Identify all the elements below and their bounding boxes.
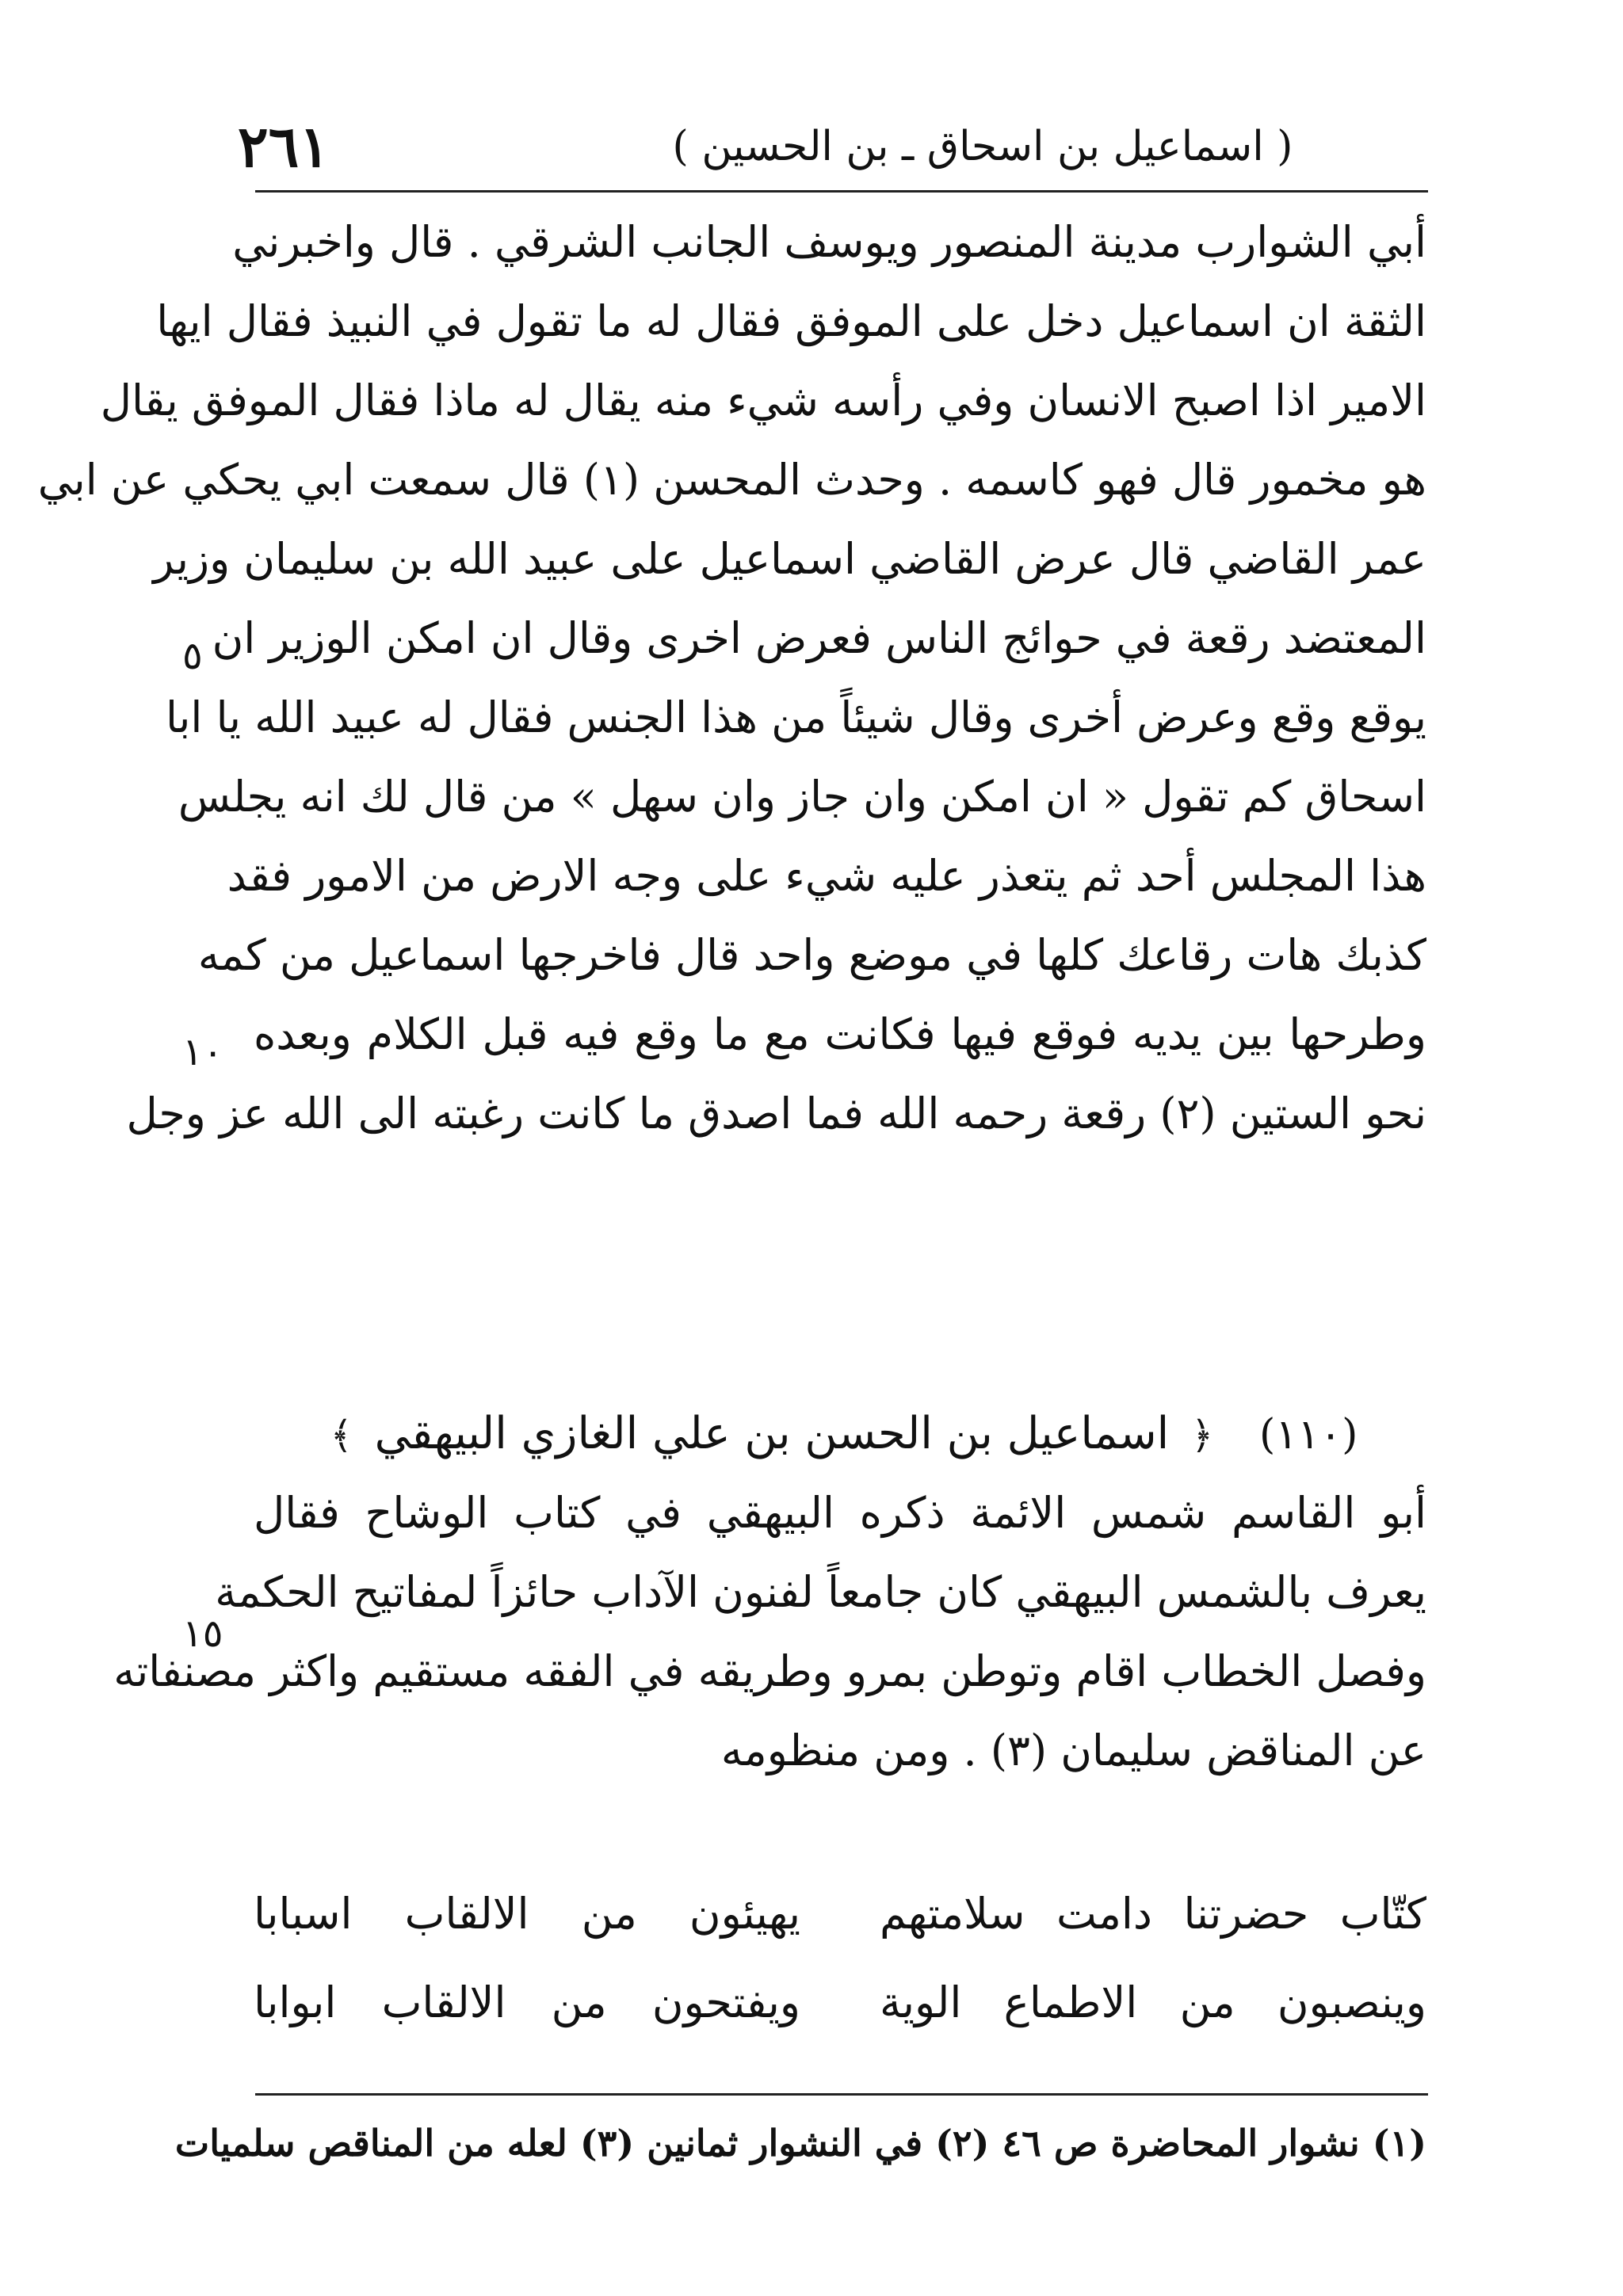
text-line: هو مخمور قال فهو كاسمه . وحدث المحسن (١) قال سمعت ابي يحكي عن ابي	[37, 455, 1426, 505]
text-line: نحو الستين (٢) رقعة رحمه الله فما اصدق ما كانت رغبته الى الله عز وجل	[126, 1089, 1426, 1138]
footnotes: (١) نشوار المحاضرة ص ٤٦ (٢) في النشوار ثمانين (٣) لعله من المناقص سلميات	[174, 2122, 1426, 2164]
header-rule	[255, 190, 1428, 193]
page-number: ٢٦١	[238, 113, 330, 180]
margin-line-number-10: ١٠	[182, 1030, 223, 1074]
text-line: أبو القاسم شمس الائمة ذكره البيهقي في كتاب الوشاح فقال	[254, 1488, 1426, 1538]
running-head: ( اسماعيل بن اسحاق ـ بن الحسين )	[672, 123, 1293, 170]
poem-hemistich-first: كتّاب حضرتنا دامت سلامتهم	[880, 1889, 1426, 1939]
page-header	[238, 111, 1426, 182]
ornament-open: ﴿	[1191, 1413, 1214, 1458]
text-line: كذبك هات رقاعك كلها في موضع واحد قال فاخرجها اسماعيل من كمه	[197, 930, 1426, 980]
poem-hemistich-second: يهيئون من الالقاب اسبابا	[254, 1889, 800, 1939]
text-line: يعرف بالشمس البيهقي كان جامعاً لفنون الآداب حائزاً لمفاتيح الحكمة	[215, 1567, 1426, 1617]
poem	[254, 1870, 1426, 2047]
poem-hemistich-second: ويفتحون من الالقاب ابوابا	[254, 1978, 800, 2027]
text-line: المعتضد رقعة في حوائج الناس فعرض اخرى وقال ان امكن الوزير ان	[212, 613, 1426, 663]
text-line: عن المناقض سليمان (٣) . ومن منظومه	[720, 1726, 1426, 1775]
entry-title: اسماعيل بن الحسن بن علي الغازي البيهقي	[374, 1408, 1170, 1459]
text-line: وفصل الخطاب اقام وتوطن بمرو وطريقه في الفقه مستقيم واكثر مصنفاته	[113, 1646, 1426, 1696]
text-line: عمر القاضي قال عرض القاضي اسماعيل على عبيد الله بن سليمان وزير	[153, 534, 1426, 584]
text-line: الثقة ان اسماعيل دخل على الموفق فقال له ما تقول في النبيذ فقال ايها	[156, 296, 1426, 346]
ornament-close: ﴾	[330, 1413, 353, 1458]
margin-line-number-5: ٥	[182, 634, 203, 678]
poem-verse	[254, 1870, 1426, 1958]
margin-line-number-15: ١٥	[182, 1611, 223, 1656]
text-line: يوقع وقع وعرض أخرى وقال شيئاً من هذا الجنس فقال له عبيد الله يا ابا	[165, 692, 1426, 742]
poem-verse	[254, 1958, 1426, 2047]
poem-hemistich-first: وينصبون من الاطماع الوية	[880, 1978, 1426, 2027]
text-line: هذا المجلس أحد ثم يتعذر عليه شيء على وجه الارض من الامور فقد	[227, 851, 1426, 901]
entry-number: (١١٠)	[1258, 1411, 1358, 1459]
text-line: الامير اذا اصبح الانسان وفي رأسه شيء منه يقال له ماذا فقال الموفق يقال	[100, 376, 1426, 425]
footnote-rule	[255, 2093, 1428, 2096]
text-line: وطرحها بين يديه فوقع فيها فكانت مع ما وقع فيه قبل الكلام وبعده	[254, 1009, 1426, 1059]
text-line: اسحاق كم تقول « ان امكن وان جاز وان سهل » من قال لك انه يجلس	[178, 772, 1426, 822]
entry-heading	[254, 1394, 1426, 1474]
text-line: أبي الشوارب مدينة المنصور ويوسف الجانب الشرقي . قال واخبرني	[232, 217, 1426, 267]
